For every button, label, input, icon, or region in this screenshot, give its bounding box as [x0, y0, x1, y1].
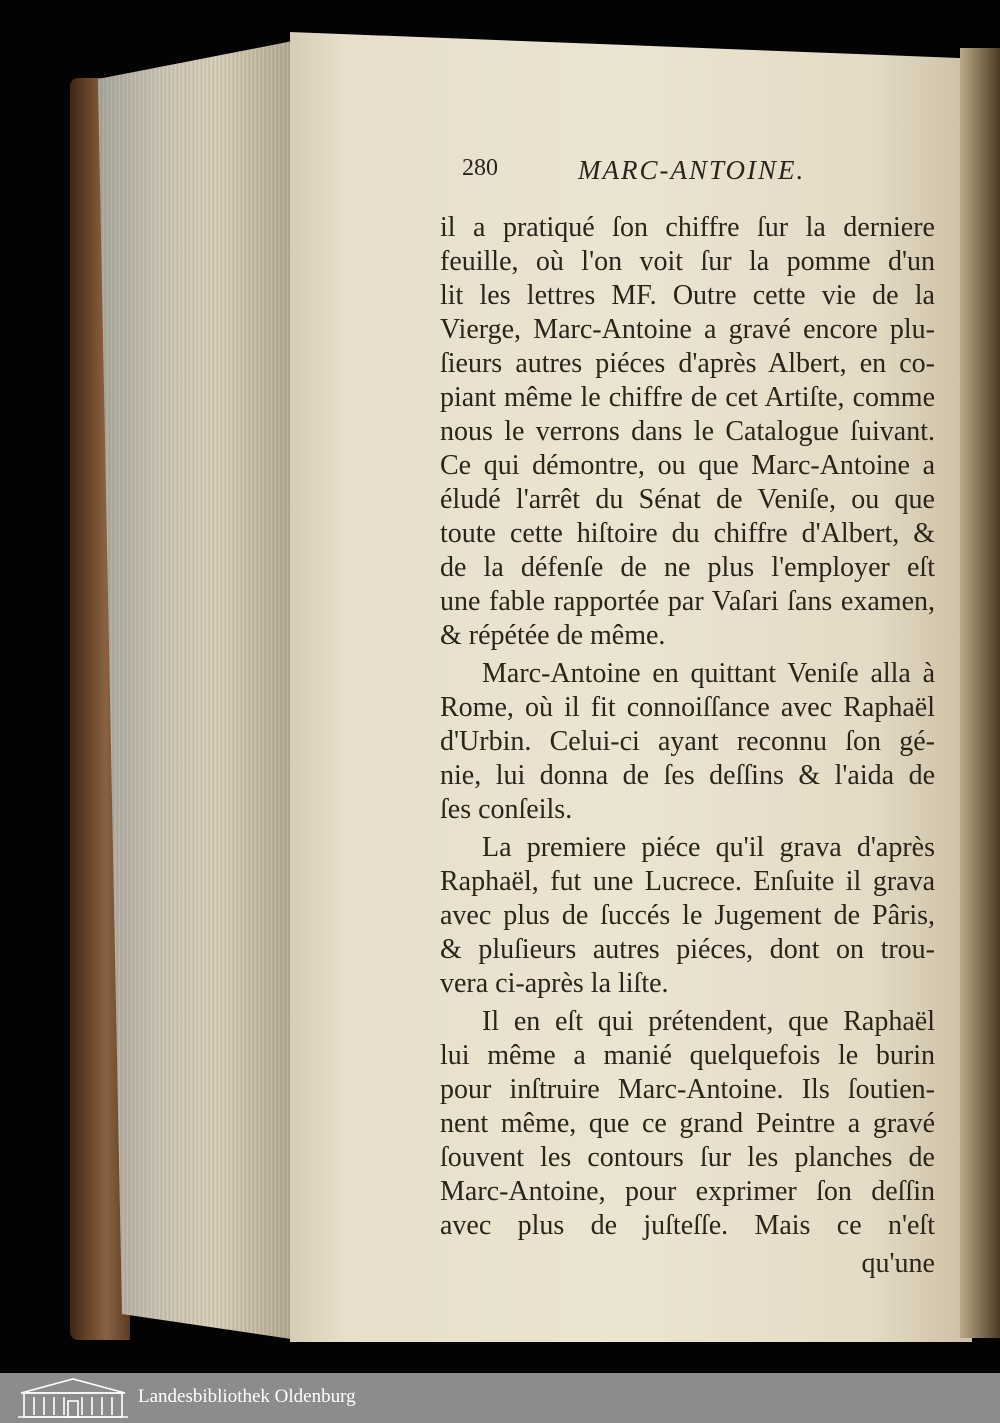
text-line: d'Urbin. Celui-ci ayant reconnu ſon gé- — [440, 726, 935, 757]
text-line: Marc-Antoine, pour exprimer ſon deſſin — [440, 1176, 935, 1207]
text-line: éludé l'arrêt du Sénat de Veniſe, ou que — [440, 484, 935, 515]
text-line: lit les lettres MF. Outre cette vie de la — [440, 280, 935, 311]
text-line: Ce qui démontre, ou que Marc-Antoine a — [440, 450, 935, 481]
text-line: nie, lui donna de ſes deſſins & l'aida de — [440, 760, 935, 791]
text-line: feuille, où l'on voit ſur la pomme d'un — [440, 246, 935, 277]
text-line: Marc-Antoine en quittant Veniſe alla à — [482, 658, 935, 689]
footer-bar — [0, 1373, 1000, 1423]
text-line: ſouvent les contours ſur les planches de — [440, 1142, 935, 1173]
text-line: lui même a manié quelquefois le burin — [440, 1040, 935, 1071]
text-line: il a pratiqué ſon chiffre ſur la derniere — [440, 212, 935, 243]
text-line: Il en eſt qui prétendent, que Raphaël — [482, 1006, 935, 1037]
running-title: MARC-ANTOINE. — [578, 155, 806, 185]
text-line: pour inſtruire Marc-Antoine. Ils ſoutien- — [440, 1074, 935, 1105]
text-line: toute cette hiſtoire du chiffre d'Albert, & — [440, 518, 935, 549]
library-building-logo-icon — [18, 1375, 128, 1421]
book-gutter — [960, 48, 1000, 1338]
text-line: & répétée de même. — [440, 620, 666, 651]
text-line: Rome, où il fit connoiſſance avec Raphaël — [440, 692, 935, 723]
text-line: de la défenſe de ne plus l'employer eſt — [440, 552, 935, 583]
text-line: ſes conſeils. — [440, 794, 573, 825]
text-line: avec plus de juſteſſe. Mais ce n'eſt — [440, 1210, 935, 1241]
text-line: & pluſieurs autres piéces, dont on trou- — [440, 934, 935, 965]
footer-label: Landesbibliothek Oldenburg — [138, 1386, 356, 1407]
page-stack-shading — [98, 40, 298, 1340]
text-line: avec plus de ſuccés le Jugement de Pâris, — [440, 900, 935, 931]
page-number: 280 — [462, 155, 498, 181]
text-line: Vierge, Marc-Antoine a gravé encore plu- — [440, 314, 935, 345]
text-line: vera ci-après la liſte. — [440, 968, 669, 999]
text-line: ſieurs autres piéces d'après Albert, en co- — [440, 348, 935, 379]
text-line: piant même le chiffre de cet Artiſte, comme — [440, 382, 935, 413]
text-line: nous le verrons dans le Catalogue ſuivant. — [440, 416, 935, 447]
text-line: une fable rapportée par Vaſari ſans examen, — [440, 586, 935, 617]
catchword: qu'une — [861, 1248, 935, 1279]
text-line: Raphaël, fut une Lucrece. Enſuite il grava — [440, 866, 935, 897]
text-line: nent même, que ce grand Peintre a gravé — [440, 1108, 935, 1139]
text-line: La premiere piéce qu'il grava d'après — [482, 832, 935, 863]
